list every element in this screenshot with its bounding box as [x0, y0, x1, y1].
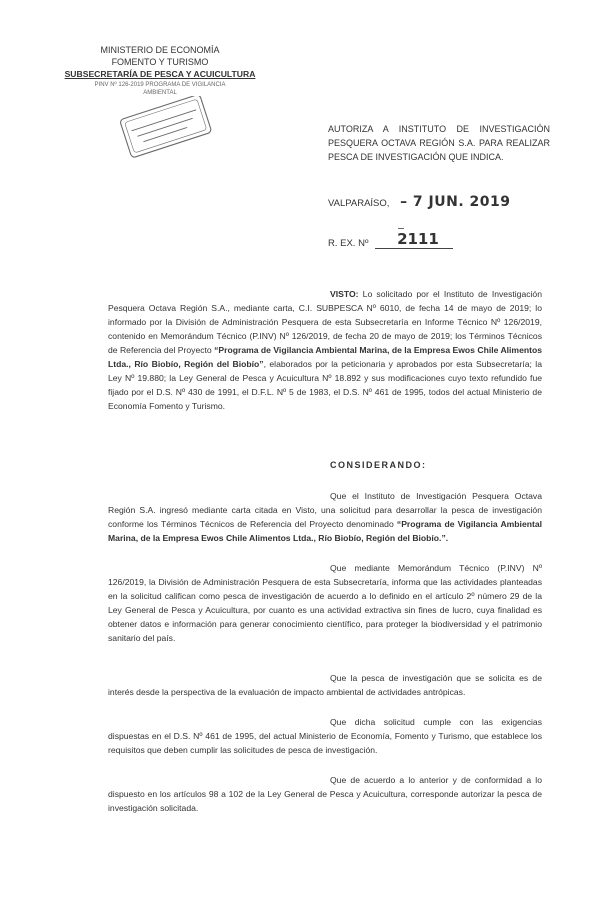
- considerando-p3-text: Que la pesca de investigación que se solicita es de interés desde la perspectiva de la evaluación de impacto ambiental de actividades antrópicas.: [108, 673, 542, 697]
- reference-line: PINV Nº 126-2019 PROGRAMA DE VIGILANCIA: [94, 82, 226, 88]
- ministry-line-2: FOMENTO Y TURISMO: [111, 57, 209, 67]
- considerando-p5-text: Que de acuerdo a lo anterior y de conformidad a lo dispuesto en los artículos 98 a 102 de la Ley General de Pesca y Acuicultura, corresponde autorizar la pesca de investigación solicitada.: [108, 775, 542, 813]
- ministry-header: [60, 44, 260, 97]
- rex-label: R. EX. Nº: [328, 238, 369, 249]
- considerando-p1-project: “Programa de Vigilancia Ambiental Marina, de la Empresa Ewos Chile Alimentos Ltda., Río Biobío, Región del Biobío.”.: [108, 519, 543, 543]
- visto-text-2: , elaborados por la peticionaria y aprobados por esta Subsecretaría; la Ley Nº 19.880; la Ley General de Pesca y Acuicultura Nº 18.892 y sus modificaciones cuyo texto refundido fue fijado por el D.S. Nº 430 de 1991, el D.F.L. Nº 5 de 1983, el D.S. Nº 461 de 1995, todos del actual Ministerio de Economía Fomento y Turismo.: [108, 359, 542, 411]
- considerando-paragraph-1: [108, 489, 542, 545]
- rex-number-field: [375, 230, 453, 249]
- subsecretaria-line: SUBSECRETARÍA DE PESCA Y ACUICULTURA: [64, 69, 256, 79]
- visto-label: VISTO:: [330, 289, 359, 299]
- resolution-title: AUTORIZA A INSTITUTO DE INVESTIGACIÓN PESQUERA OCTAVA REGIÓN S.A. PARA REALIZAR PESCA DE INVESTIGACIÓN QUE INDICA.: [328, 124, 550, 162]
- considerando-p1-text: Que el Instituto de Investigación Pesquera Octava Región S.A. ingresó mediante carta citada en Visto, una solicitud para desarrollar la pesca de investigación conforme los Términos Técnicos de Referencia del Proyecto denominado: [108, 491, 542, 529]
- visto-paragraph: [108, 287, 542, 413]
- considerando-paragraph-2: [108, 561, 542, 645]
- separator-mark: [398, 228, 404, 229]
- date-value: – 7 JUN. 2019: [400, 194, 511, 210]
- official-stamp-icon: [116, 96, 216, 158]
- considerando-paragraph-5: [108, 773, 542, 815]
- considerando-p4-text: Que dicha solicitud cumple con las exigencias dispuestas en el D.S. Nº 461 de 1995, del actual Ministerio de Economía, Fomento y Turismo, que establece los requisitos que deben cumplir las solicitudes de pesca de investigación.: [108, 717, 542, 755]
- ministry-line-1: MINISTERIO DE ECONOMÍA: [100, 45, 220, 55]
- rex-number: 2111: [397, 230, 439, 248]
- visto-text-1: Lo solicitado por el Instituto de Investigación Pesquera Octava Región S.A., mediante carta, C.I. SUBPESCA Nº 6010, de fecha 14 de mayo de 2019; lo informado por la División de Administración Pesquera de esta Subsecretaría en Informe Técnico Nº 126/2019, contenido en Memorándum Técnico (P.INV) Nº 126/2019, de fecha 20 de mayo de 2019; los Términos Técnicos de Referencia del Proyecto: [108, 289, 542, 355]
- resolution-number-line: [328, 230, 453, 249]
- date-line: [328, 194, 511, 210]
- date-label: VALPARAÍSO,: [328, 198, 390, 209]
- considerando-paragraph-4: [108, 715, 542, 757]
- considerando-paragraph-3: [108, 671, 542, 699]
- considerando-p2-text: Que mediante Memorándum Técnico (P.INV) Nº 126/2019, la División de Administración Pesquera de esta Subsecretaría, informa que las actividades planteadas en la solicitud califican como pesca de investigación de acuerdo a lo definido en el artículo 2º número 29 de la Ley General de Pesca y Acuicultura, por cuanto es una actividad extractiva sin fines de lucro, cuya finalidad es obtener datos e información para generar conocimiento científico, para proteger la biodiversidad y el patrimonio sanitario del país.: [108, 563, 542, 643]
- reference-line-2: AMBIENTAL: [143, 90, 177, 96]
- considerando-heading: CONSIDERANDO:: [330, 460, 427, 470]
- visto-project-name: “Programa de Vigilancia Ambiental Marina, de la Empresa Ewos Chile Alimentos Ltda., Río Biobío, Región del Biobío”: [108, 345, 542, 369]
